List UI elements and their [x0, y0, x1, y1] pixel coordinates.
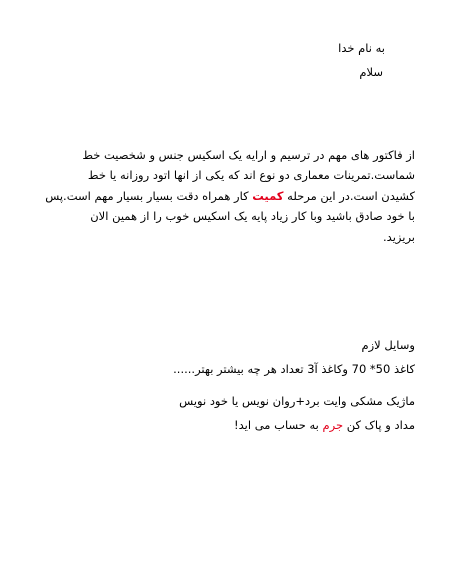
- paragraph-line-1: از فاکتور های مهم در ترسیم و ارایه یک اسکیس جنس و شخصیت خط: [82, 148, 415, 162]
- supplies-item-1: کاغذ 50* 70 وکاغذ آ3 تعداد هر چه بیشتر بهتر......: [173, 362, 415, 376]
- salam-line: سلام: [359, 65, 383, 79]
- paragraph-line-3: [45, 188, 415, 204]
- paragraph-line-3-before: کشیدن است.در این مرحله: [283, 189, 415, 203]
- highlight-jerm: جرم: [322, 418, 344, 432]
- paragraph-line-3-after: کار همراه دقت بسیار بسیار مهم است.پس: [45, 189, 253, 203]
- paragraph-line-5: بریزید.: [383, 230, 415, 244]
- supplies-item-3-after: به حساب می اید!: [234, 418, 323, 432]
- supplies-item-3: [234, 417, 415, 433]
- highlight-kamiyat: کمیت: [252, 189, 284, 203]
- supplies-item-3-before: مداد و پاک کن: [343, 418, 415, 432]
- paragraph-line-2: شماست.تمرینات معماری دو نوع اند که یکی از انها اتود روزانه یا خط: [87, 168, 415, 182]
- supplies-heading: وسایل لازم: [361, 338, 415, 352]
- supplies-item-2: ماژیک مشکی وایت برد+روان نویس یا خود نویس: [179, 394, 415, 408]
- paragraph-line-4: با خود صادق باشید وبا کار زیاد پایه یک اسکیس خوب را از همین الان: [90, 209, 415, 223]
- bismillah-line: به نام خدا: [338, 41, 385, 55]
